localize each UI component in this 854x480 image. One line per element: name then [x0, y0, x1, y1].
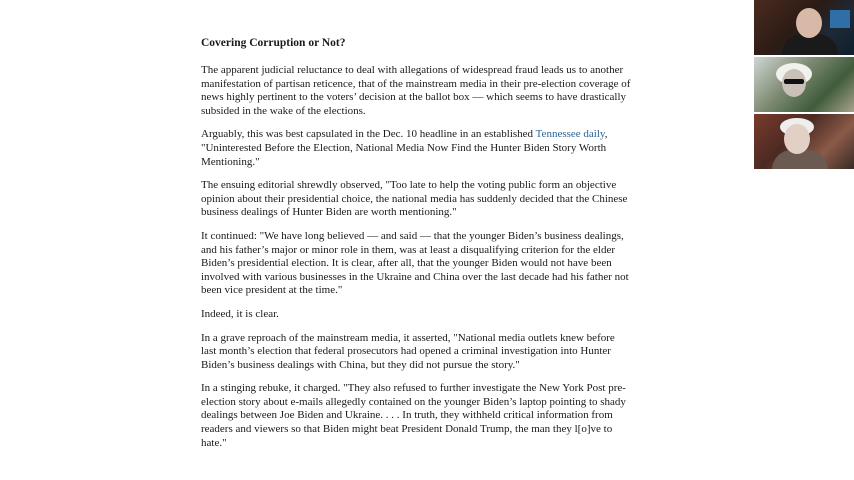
paragraph-3: The ensuing editorial shrewdly observed, "Too late to help the voting public form an objective opinion about their presidential choice, the national media has suddenly decided that the Chinese business dealings of Hunter Biden are worth mentioning.": [201, 179, 628, 219]
article-heading: Covering Corruption or Not?: [201, 37, 346, 49]
paragraph-4: It continued: "We have long believed — and said — that the younger Biden’s business dealings, and his father’s major or minor role in them, was at least a disqualifying criterion for the elder Biden’s presidential election. It is clear, after all, that the younger Biden would not have been involved with various businesses in the Ukraine and China over the last decade had his father not been vice president at the time.": [201, 229, 629, 297]
paragraph-5: Indeed, it is clear.: [201, 307, 279, 320]
tennessee-daily-link[interactable]: Tennessee daily: [535, 128, 605, 141]
article: [201, 36, 631, 460]
paragraph-1: The apparent judicial reluctance to deal with allegations of widespread fraud leads us to another manifestation of partisan reticence, that of the mainstream media in their pre-election coverage of news highly pertinent to the voters’ decision at the ballot box — which seems to have drastically subsided in the wake of the elections.: [201, 64, 631, 117]
person-face: [784, 124, 810, 154]
video-tile-participant-3[interactable]: [754, 114, 854, 169]
paragraph-2-start: Arguably, this was best capsulated in the Dec. 10 headline in an established: [201, 128, 536, 141]
paragraph-2: [201, 128, 631, 169]
monitor-shape: [830, 10, 850, 28]
sunglasses-shape: [784, 79, 804, 84]
video-call-strip: [754, 0, 854, 170]
paragraph-7: In a stinging rebuke, it charged. "They also refused to further investigate the New York Post pre-election story about e-mails allegedly contained on the younger Biden’s laptop pointing to shady dealings between Joe Biden and Ukraine. . . . In truth, they withheld critical information from readers and viewers so that Biden might beat President Donald Trump, the man they l[o]ve to hate.": [201, 382, 626, 449]
person-face: [796, 8, 822, 38]
paragraph-6: In a grave reproach of the mainstream media, it asserted, "National media outlets knew before last month’s election that federal prosecutors had opened a criminal investigation into Hunter Biden’s business dealings with China, but they did not pursue the story.": [201, 331, 615, 371]
video-tile-participant-1[interactable]: [754, 0, 854, 55]
paragraph-2-end: , "Uninterested Before the Election, National Media Now Find the Hunter Biden Story Worth Mentioning.": [201, 128, 608, 168]
video-tile-participant-2[interactable]: [754, 57, 854, 112]
